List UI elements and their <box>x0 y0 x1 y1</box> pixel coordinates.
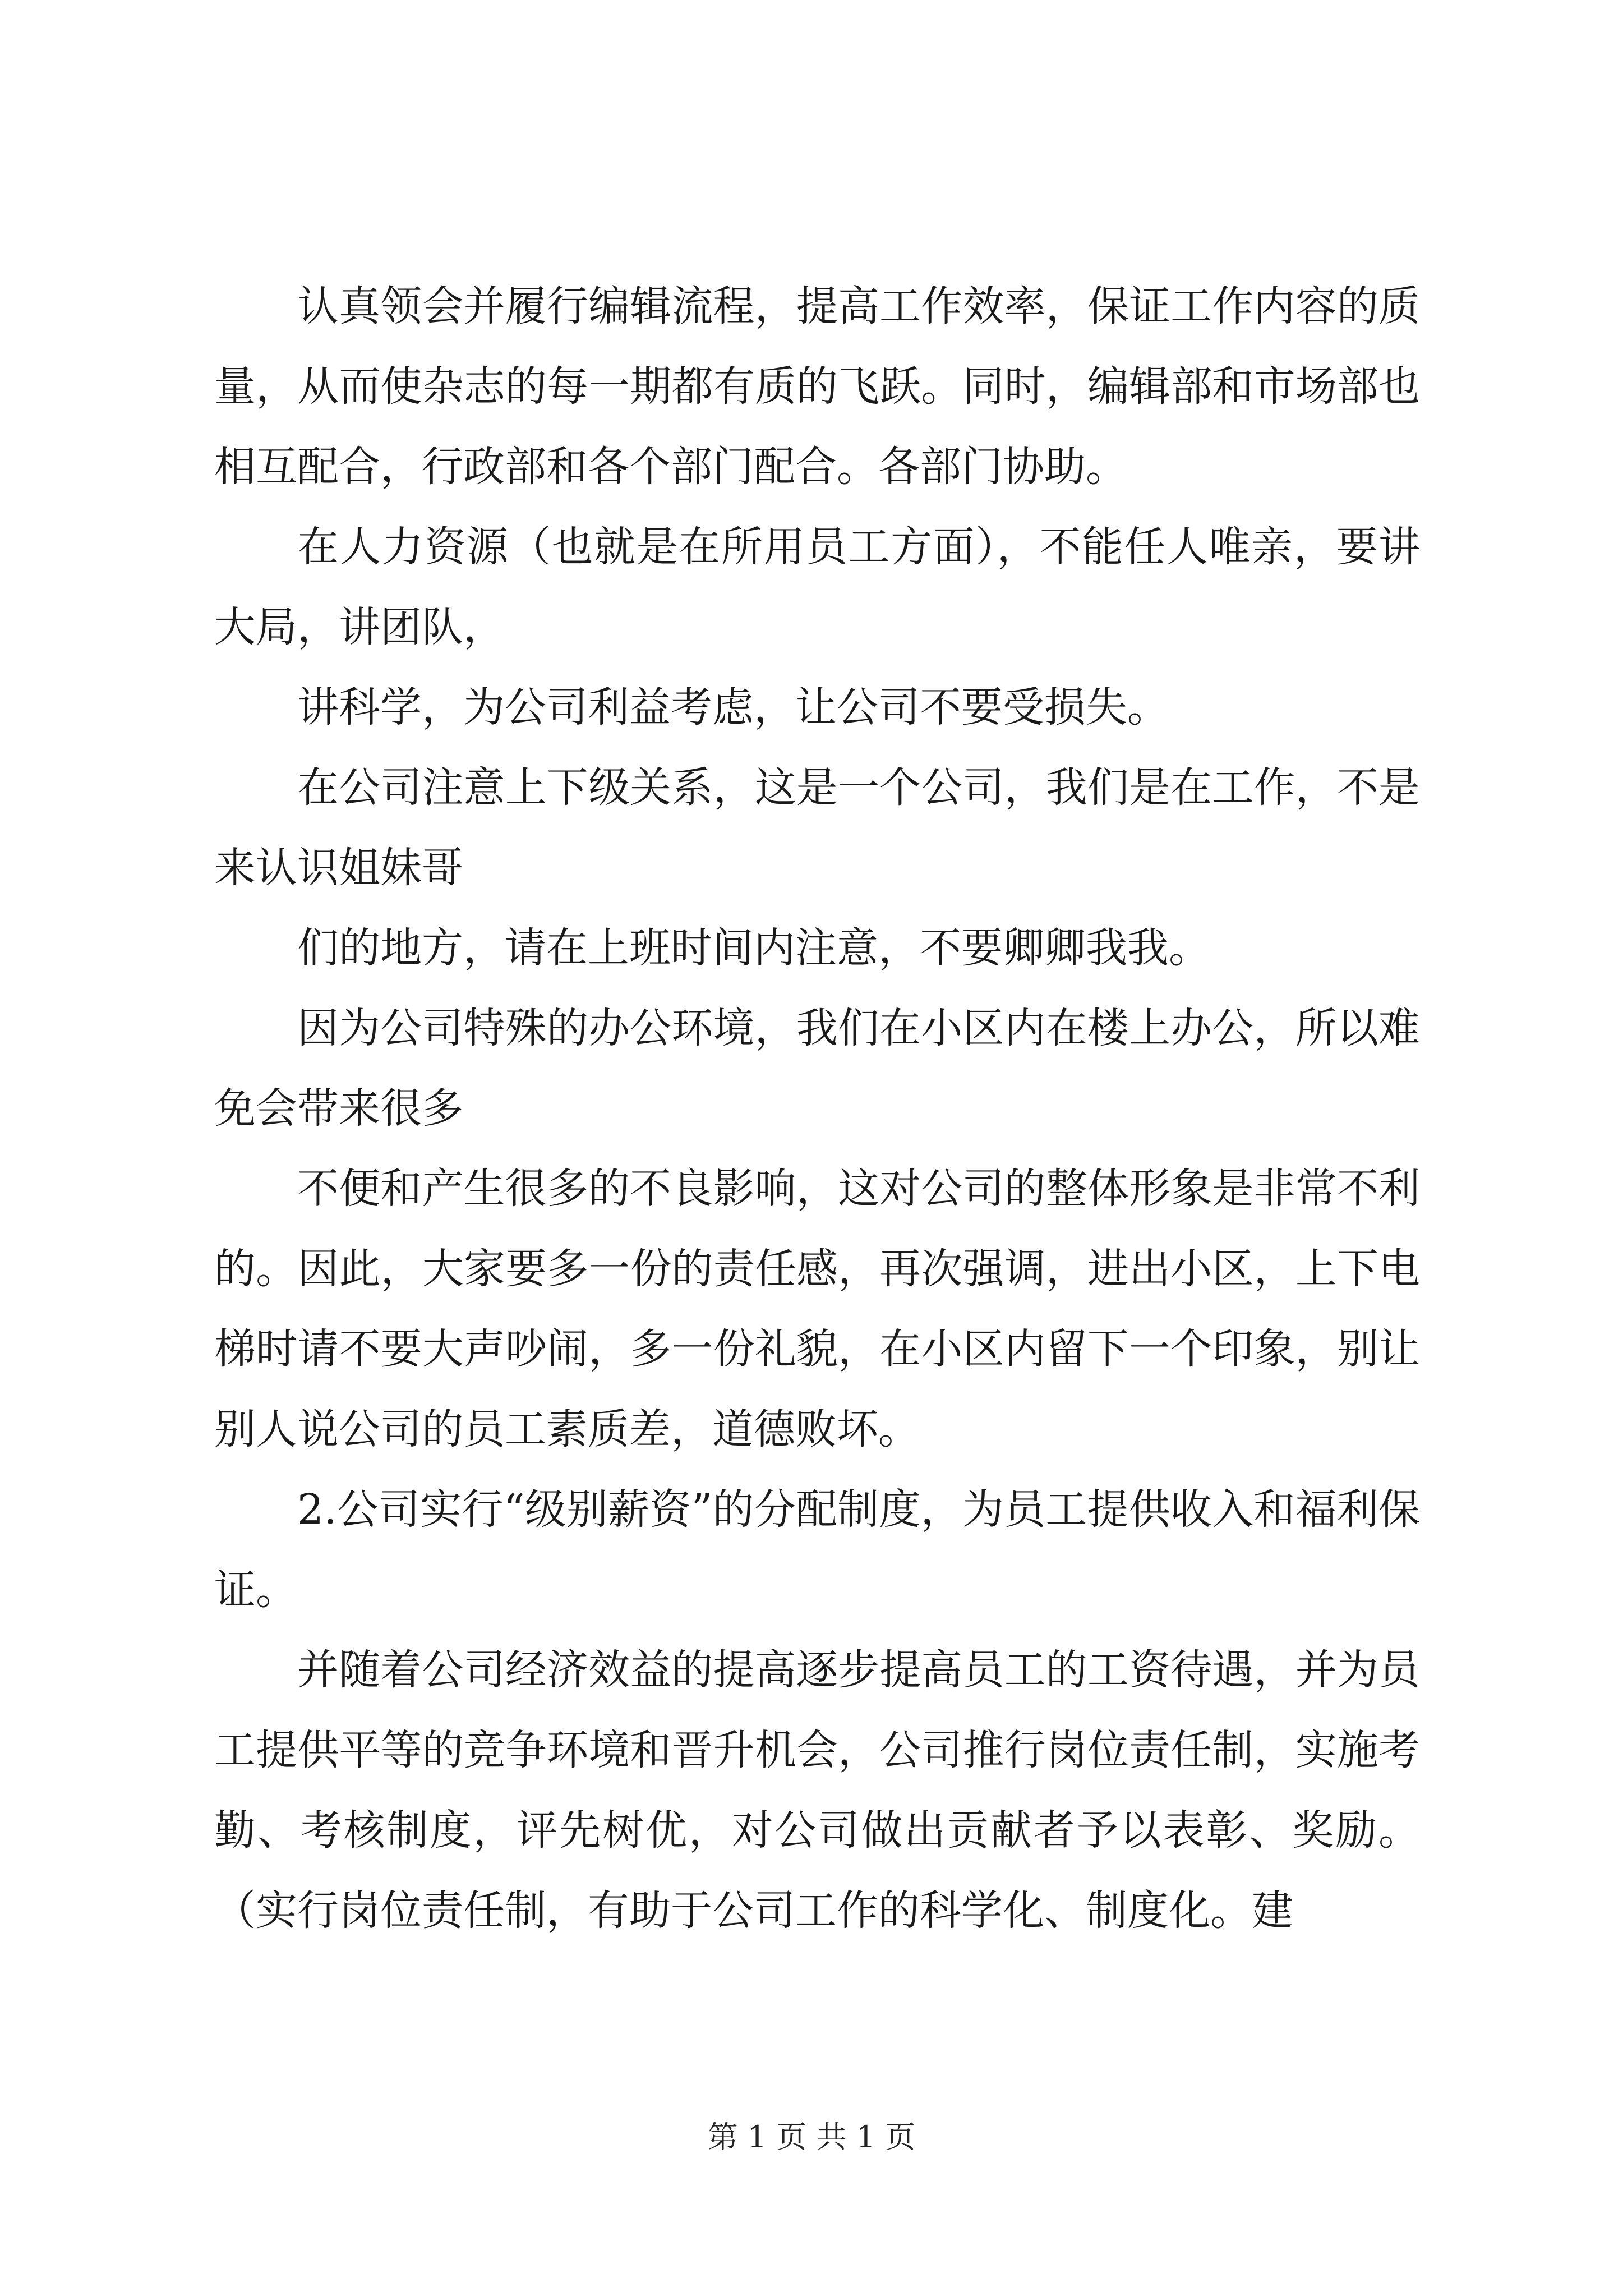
paragraph-7: 不便和产生很多的不良影响，这对公司的整体形象是非常不利的。因此，大家要多一份的责任感，再次强调，进出小区，上下电梯时请不要大声吵闹，多一份礼貌，在小区内留下一个印象，别让别人说公司的员工素质差，道德败坏。 <box>214 1165 1420 1453</box>
paragraph-4: 在公司注意上下级关系，这是一个公司，我们是在工作，不是来认识姐妹哥 <box>214 763 1420 892</box>
paragraph-3: 讲科学，为公司利益考虑，让公司不要受损失。 <box>297 683 1169 731</box>
paragraph-9: 并随着公司经济效益的提高逐步提高员工的工资待遇，并为员工提供平等的竞争环境和晋升机会，公司推行岗位责任制，实施考勤、考核制度，评先树优，对公司做出贡献者予以表彰、奖励。（实行岗位责任制，有助于公司工作的科学化、制度化。建 <box>214 1646 1420 1935</box>
page-footer: 第 1 页 共 1 页 <box>707 2119 916 2155</box>
document-body <box>214 266 1420 1951</box>
paragraph-8: 2.公司实行“级别薪资”的分配制度，为员工提供收入和福利保证。 <box>214 1485 1420 1614</box>
paragraph-2: 在人力资源（也就是在所用员工方面），不能任人唯亲，要讲大局，讲团队， <box>214 523 1420 651</box>
paragraph-6: 因为公司特殊的办公环境，我们在小区内在楼上办公，所以难免会带来很多 <box>214 1004 1420 1133</box>
paragraph-5: 们的地方，请在上班时间内注意，不要卿卿我我。 <box>297 924 1210 972</box>
paragraph-1: 认真领会并履行编辑流程，提高工作效率，保证工作内容的质量，从而使杂志的每一期都有质的飞跃。同时，编辑部和市场部也相互配合，行政部和各个部门配合。各部门协助。 <box>214 282 1420 491</box>
